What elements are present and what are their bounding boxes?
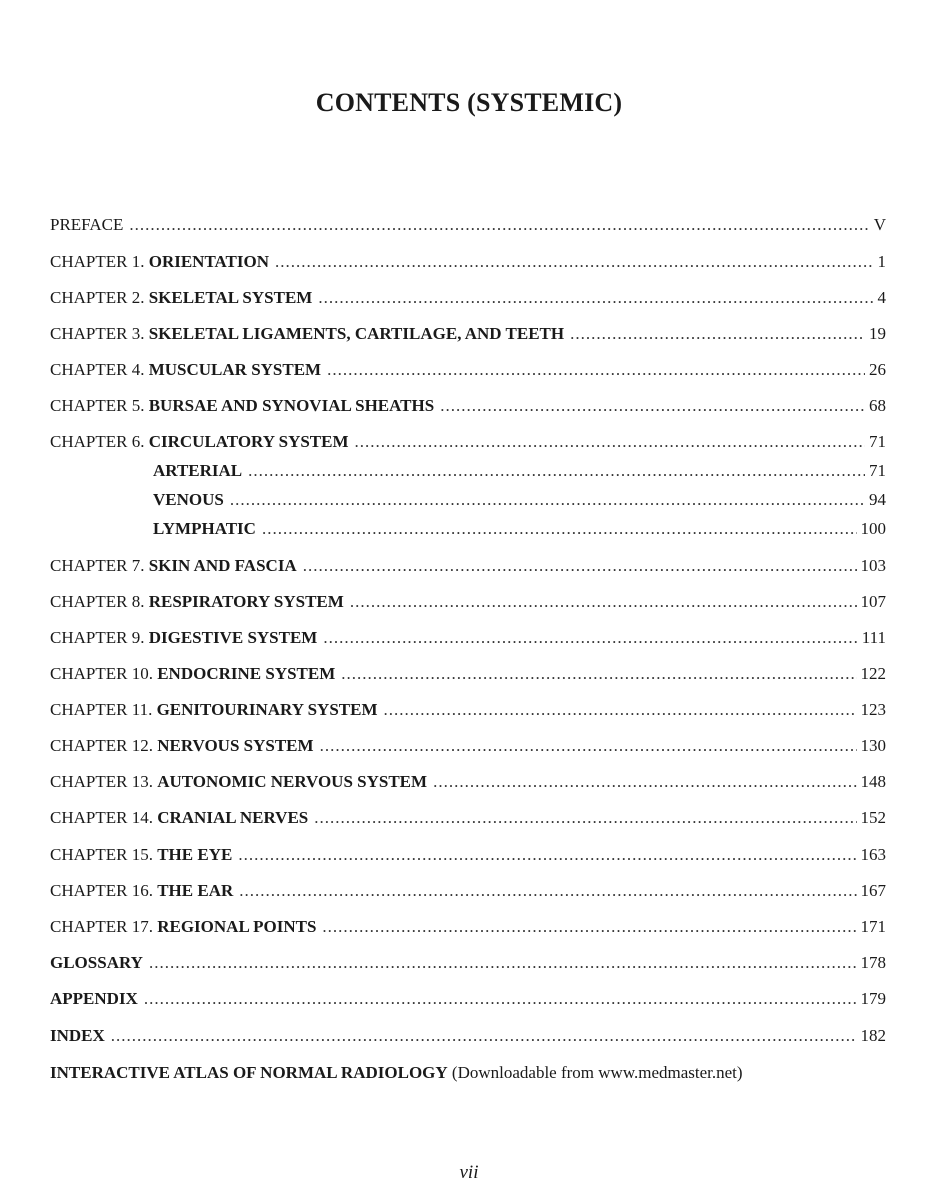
- toc-page-number: 182: [860, 1026, 886, 1045]
- toc-chapter-number: CHAPTER 9.: [50, 628, 145, 647]
- toc-page-number: 167: [860, 881, 886, 900]
- toc-entry[interactable]: [50, 664, 886, 684]
- toc-chapter-number: CHAPTER 6.: [50, 432, 145, 451]
- toc-page-number: 1: [877, 252, 886, 271]
- toc-entry[interactable]: [50, 628, 886, 648]
- dot-leader: [238, 845, 856, 865]
- toc-chapter-title: SKELETAL SYSTEM: [148, 288, 313, 307]
- toc-page-number: V: [873, 215, 886, 234]
- toc-chapter-number: CHAPTER 12.: [50, 736, 153, 755]
- dot-leader: [144, 989, 857, 1009]
- toc-entry[interactable]: [50, 360, 886, 380]
- toc-chapter-title: AUTONOMIC NERVOUS SYSTEM: [157, 772, 428, 791]
- dot-leader: [149, 953, 857, 973]
- toc-entry[interactable]: [50, 772, 886, 792]
- dot-leader: [248, 461, 865, 481]
- dot-leader: [384, 700, 857, 720]
- toc-chapter-number: CHAPTER 15.: [50, 845, 153, 864]
- dot-leader: [320, 736, 857, 756]
- toc-entry[interactable]: [50, 1026, 886, 1046]
- toc-chapter-title: SKIN AND FASCIA: [148, 556, 297, 575]
- toc-entry[interactable]: [50, 845, 886, 865]
- toc-subentry-title: LYMPHATIC: [153, 519, 256, 538]
- dot-leader: [230, 490, 865, 510]
- toc-chapter-title: MUSCULAR SYSTEM: [148, 360, 322, 379]
- toc-chapter-title: BURSAE AND SYNOVIAL SHEATHS: [148, 396, 435, 415]
- toc-section-title: APPENDIX: [50, 989, 138, 1008]
- radiology-atlas-note: (Downloadable from www.medmaster.net): [451, 1063, 743, 1082]
- toc-chapter-title: CIRCULATORY SYSTEM: [148, 432, 349, 451]
- dot-leader: [111, 1026, 857, 1046]
- radiology-atlas-title: INTERACTIVE ATLAS OF NORMAL RADIOLOGY: [50, 1063, 448, 1082]
- toc-chapter-title: GENITOURINARY SYSTEM: [156, 700, 378, 719]
- toc-chapter-number: CHAPTER 11.: [50, 700, 153, 719]
- toc-page-number: 68: [869, 396, 886, 415]
- toc-chapter-title: ORIENTATION: [148, 252, 269, 271]
- toc-subentry-title: ARTERIAL: [153, 461, 243, 480]
- toc-entry[interactable]: [50, 324, 886, 344]
- toc-entry[interactable]: [50, 736, 886, 756]
- toc-section-title: INDEX: [50, 1026, 105, 1045]
- dot-leader: [129, 215, 869, 235]
- toc-chapter-number: CHAPTER 1.: [50, 252, 145, 271]
- toc-page-number: 163: [860, 845, 886, 864]
- toc-entry[interactable]: [50, 881, 886, 901]
- dot-leader: [570, 324, 865, 344]
- toc-subentry-title: VENOUS: [153, 490, 224, 509]
- dot-leader: [433, 772, 856, 792]
- toc-chapter-number: CHAPTER 13.: [50, 772, 153, 791]
- toc-page-number: 4: [877, 288, 886, 307]
- toc-page-number: 103: [860, 556, 886, 575]
- toc-chapter-number: CHAPTER 2.: [50, 288, 145, 307]
- toc-page-number: 152: [860, 808, 886, 827]
- toc-page-number: 148: [860, 772, 886, 791]
- dot-leader: [322, 917, 856, 937]
- toc-chapter-number: CHAPTER 8.: [50, 592, 145, 611]
- toc-page-number: 111: [861, 628, 886, 647]
- page-title: CONTENTS (SYSTEMIC): [315, 88, 623, 117]
- toc-chapter-number: CHAPTER 7.: [50, 556, 145, 575]
- toc-chapter-title: SKELETAL LIGAMENTS, CARTILAGE, AND TEETH: [148, 324, 565, 343]
- toc-chapter-title: RESPIRATORY SYSTEM: [148, 592, 344, 611]
- toc-chapter-number: CHAPTER 10.: [50, 664, 153, 683]
- toc-chapter-number: CHAPTER 14.: [50, 808, 153, 827]
- page-number: vii: [459, 1162, 479, 1183]
- toc-section-title: GLOSSARY: [50, 953, 143, 972]
- toc-label: PREFACE: [50, 215, 124, 234]
- toc-entry[interactable]: [50, 808, 886, 828]
- toc-entry[interactable]: [50, 917, 886, 937]
- dot-leader: [341, 664, 856, 684]
- toc-chapter-title: DIGESTIVE SYSTEM: [148, 628, 318, 647]
- dot-leader: [275, 252, 874, 272]
- toc-chapter-title: REGIONAL POINTS: [157, 917, 317, 936]
- toc-page-number: 26: [869, 360, 886, 379]
- toc-chapter-number: CHAPTER 4.: [50, 360, 145, 379]
- toc-page-number: 179: [860, 989, 886, 1008]
- toc-chapter-title: THE EYE: [157, 845, 233, 864]
- dot-leader: [327, 360, 865, 380]
- toc-page-number: 178: [860, 953, 886, 972]
- toc-entry[interactable]: [50, 215, 886, 235]
- toc-subentry[interactable]: [153, 461, 886, 481]
- dot-leader: [239, 881, 856, 901]
- toc-entry[interactable]: [50, 953, 886, 973]
- dot-leader: [262, 519, 857, 539]
- toc-chapter-number: CHAPTER 17.: [50, 917, 153, 936]
- toc-chapter-title: NERVOUS SYSTEM: [157, 736, 314, 755]
- toc-page-number: 123: [860, 700, 886, 719]
- toc-chapter-number: CHAPTER 16.: [50, 881, 153, 900]
- dot-leader: [355, 432, 865, 452]
- toc-page-number: 171: [860, 917, 886, 936]
- toc-page-number: 107: [860, 592, 886, 611]
- dot-leader: [350, 592, 857, 612]
- toc-page-number: 19: [869, 324, 886, 343]
- toc-page-number: 71: [869, 432, 886, 451]
- toc-entry[interactable]: [50, 432, 886, 452]
- dot-leader: [314, 808, 856, 828]
- toc-subentry[interactable]: [153, 490, 886, 510]
- toc-entry[interactable]: [50, 556, 886, 576]
- toc-chapter-title: ENDOCRINE SYSTEM: [157, 664, 336, 683]
- dot-leader: [303, 556, 857, 576]
- toc-page-number: 122: [860, 664, 886, 683]
- toc-entry[interactable]: [50, 252, 886, 272]
- toc-entry[interactable]: [50, 700, 886, 720]
- toc-subentry[interactable]: [153, 519, 886, 539]
- dot-leader: [323, 628, 857, 648]
- toc-chapter-number: CHAPTER 3.: [50, 324, 145, 343]
- toc-entry[interactable]: [50, 989, 886, 1009]
- toc-chapter-title: CRANIAL NERVES: [157, 808, 309, 827]
- radiology-atlas-entry[interactable]: [50, 1063, 743, 1083]
- dot-leader: [440, 396, 865, 416]
- toc-entry[interactable]: [50, 592, 886, 612]
- toc-chapter-number: CHAPTER 5.: [50, 396, 145, 415]
- toc-page-number: 100: [860, 519, 886, 538]
- toc-chapter-title: THE EAR: [157, 881, 234, 900]
- dot-leader: [318, 288, 873, 308]
- toc-page-number: 130: [860, 736, 886, 755]
- toc-entry[interactable]: [50, 396, 886, 416]
- toc-entry[interactable]: [50, 288, 886, 308]
- toc-page-number: 94: [869, 490, 886, 509]
- toc-page-number: 71: [869, 461, 886, 480]
